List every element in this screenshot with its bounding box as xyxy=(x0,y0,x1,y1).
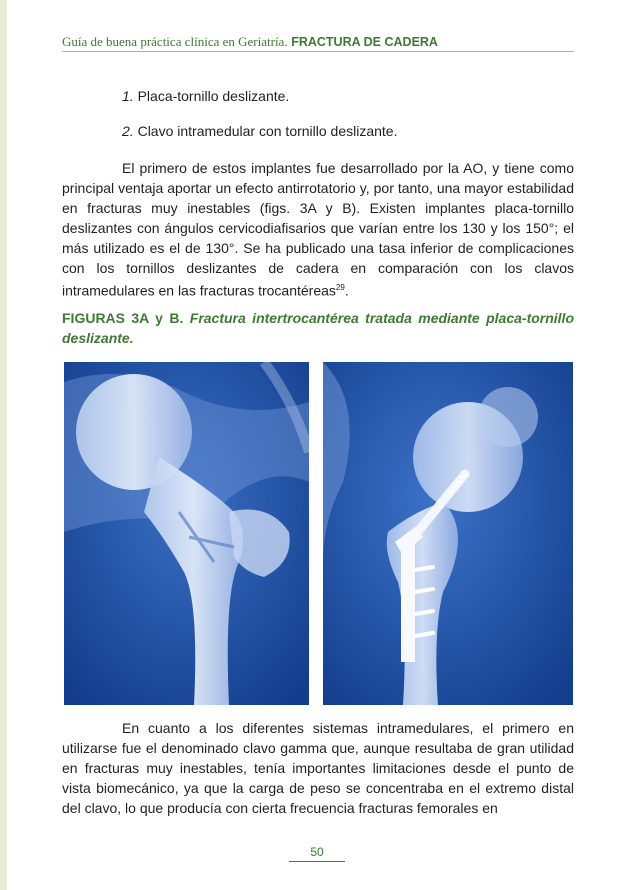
xray-hip-fracture-image xyxy=(64,362,309,705)
running-header xyxy=(62,34,438,50)
citation-ref: 29 xyxy=(335,283,345,292)
header-title: Guía de buena práctica clínica en Geriatría. xyxy=(62,34,288,49)
header-divider xyxy=(62,51,574,52)
list-item-text: Clavo intramedular con tornillo deslizante. xyxy=(137,123,398,139)
list-item-number: 1. xyxy=(122,88,134,104)
page-number: 50 xyxy=(310,845,324,859)
page-margin-band xyxy=(0,0,7,890)
page-number-rule xyxy=(289,861,345,862)
xray-hip-plate-screw-image xyxy=(323,362,573,705)
header-section: FRACTURA DE CADERA xyxy=(291,35,438,49)
body-paragraph-1 xyxy=(62,158,574,301)
paragraph-text: El primero de estos implantes fue desarrollado por la AO, y tiene como principal ventaja aportar un efecto antirrotatorio y, por tanto, una mayor estabilidad en fracturas muy inestables (figs. 3A y B). Existen implantes placa-tornillo deslizantes con ángulos cervicodiafisarios que varían entre los 130 y los 150°; el más utilizado es el de 130°. Se ha publicado una tasa inferior de complicaciones con los tornillos deslizantes de cadera en comparación con los clavos intramedulares en las fracturas trocantéreas xyxy=(62,160,574,299)
paragraph-text: En cuanto a los diferentes sistemas intramedulares, el primero en utilizarse fue el denominado clavo gamma que, aunque resultaba de gran utilidad en fracturas muy inestables, tenía importantes limitaciones desde el punto de vista biomecánico, ya que la carga de peso se concentraba en el extremo distal del clavo, lo que producía con cierta frecuencia fracturas femorales en xyxy=(62,720,574,816)
list-item-text: Placa-tornillo deslizante. xyxy=(137,88,290,104)
paragraph-end: . xyxy=(344,282,349,299)
list-item xyxy=(122,123,398,139)
figure-caption xyxy=(62,308,574,348)
caption-label: FIGURAS 3A y B. xyxy=(62,310,184,326)
list-item xyxy=(122,88,289,104)
caption-text: Fractura intertrocantérea tratada mediante placa-tornillo deslizante. xyxy=(62,310,575,346)
body-paragraph-2 xyxy=(62,718,574,818)
list-item-number: 2. xyxy=(122,123,134,139)
